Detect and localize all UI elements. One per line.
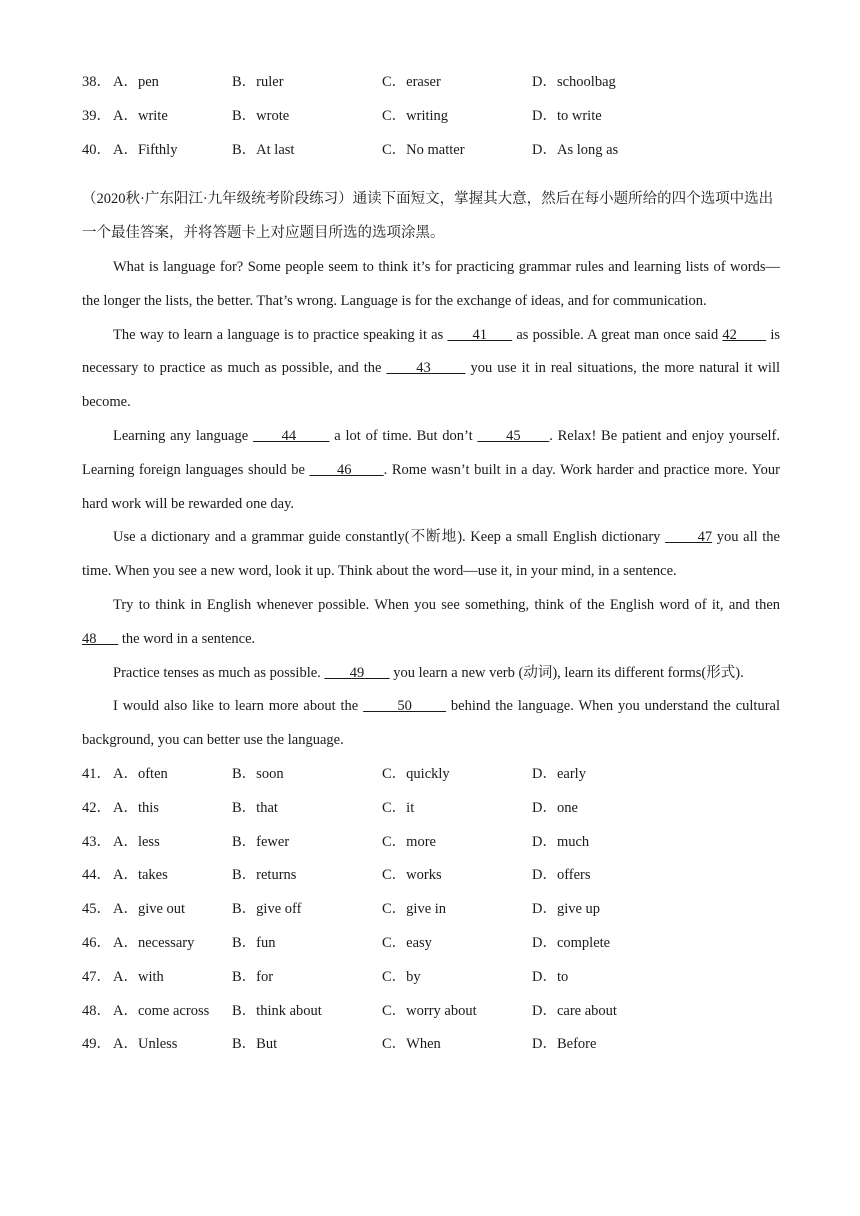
blank-50: 50: [363, 698, 447, 715]
option-a: A．Fifthly: [113, 141, 178, 158]
question-number: 41．: [82, 765, 111, 782]
question-49-options: [82, 1028, 780, 1062]
question-number: 39．: [82, 107, 111, 124]
question-39-options: [82, 100, 780, 134]
option-a: A．this: [113, 799, 159, 816]
paragraph-text: as possible. A great man once said: [512, 326, 723, 343]
passage-paragraph-7: [82, 690, 780, 758]
option-b: B．think about: [232, 1002, 322, 1019]
question-43-options: [82, 826, 780, 860]
question-number: 45．: [82, 901, 111, 918]
option-c: C．When: [382, 1036, 441, 1053]
blank-45: 45: [477, 427, 550, 444]
document-page: [82, 66, 780, 1062]
blank-46: 46: [309, 461, 384, 478]
option-c: C．it: [382, 799, 415, 816]
paragraph-text: Practice tenses as much as possible.: [113, 664, 325, 681]
paragraph-text: you use it in real situations, the more natural it will become.: [82, 360, 780, 411]
question-38-options: [82, 66, 780, 100]
option-c: C．more: [382, 833, 436, 850]
paragraph-text: Learning any language: [113, 427, 253, 444]
question-number: 38．: [82, 74, 111, 90]
question-42-options: [82, 792, 780, 826]
option-b: B．fewer: [232, 833, 290, 850]
question-number: 44．: [82, 867, 111, 884]
option-d: D．offers: [532, 867, 591, 884]
option-a: A．Unless: [113, 1036, 178, 1053]
options-top: [82, 66, 780, 167]
option-b: B．ruler: [232, 74, 284, 90]
option-c: C．quickly: [382, 765, 450, 782]
option-a: A．necessary: [113, 934, 195, 951]
option-d: D．Before: [532, 1036, 597, 1053]
question-46-options: [82, 927, 780, 961]
option-b: B．that: [232, 799, 278, 816]
question-number: 47．: [82, 968, 111, 985]
question-number: 46．: [82, 934, 111, 951]
option-a: A．give out: [113, 901, 186, 918]
option-b: B．fun: [232, 934, 276, 951]
option-a: A．write: [113, 107, 168, 124]
paragraph-text: the word in a sentence.: [118, 630, 256, 647]
option-d: D．early: [532, 765, 586, 782]
option-b: B．soon: [232, 765, 284, 782]
blank-44: 44: [252, 427, 330, 444]
option-b: B．give off: [232, 901, 302, 918]
paragraph-text: Use a dictionary and a grammar guide constantly(不断地). Keep a small English dictionary: [113, 529, 666, 546]
option-d: D．schoolbag: [532, 74, 616, 90]
paragraph-text: is necessary to practice as much as possible, and the: [82, 326, 781, 377]
option-b: B．But: [232, 1036, 278, 1053]
blank-43: 43: [386, 360, 466, 377]
option-d: D．to write: [532, 107, 602, 124]
blank-47: 47: [665, 529, 713, 546]
option-a: A．less: [113, 833, 160, 850]
option-a: A．come across: [113, 1002, 210, 1019]
options-bottom: [82, 758, 780, 1062]
paragraph-text: Try to think in English whenever possible. When you see something, think of the English word of it, and then: [113, 596, 780, 613]
paragraph-text: you all the time. When you see a new word, look it up. Think about the word—use it, in your mind, in a sentence.: [82, 529, 780, 580]
paragraph-text: a lot of time. But don’t: [329, 427, 478, 444]
question-47-options: [82, 961, 780, 995]
option-a: A．often: [113, 765, 168, 782]
blank-41: 41: [447, 326, 513, 343]
option-b: B．returns: [232, 867, 297, 884]
question-44-options: [82, 859, 780, 893]
option-c: C．writing: [382, 107, 449, 124]
option-a: A．with: [113, 968, 164, 985]
option-c: C．worry about: [382, 1002, 477, 1019]
option-b: B．wrote: [232, 107, 290, 124]
option-d: D．give up: [532, 901, 601, 918]
paragraph-text: I would also like to learn more about the: [113, 698, 364, 715]
question-45-options: [82, 893, 780, 927]
option-c: C．easy: [382, 934, 432, 951]
question-48-options: [82, 995, 780, 1029]
paragraph-text: The way to learn a language is to practice speaking it as: [113, 326, 448, 343]
question-number: 43．: [82, 833, 111, 850]
option-d: D．care about: [532, 1002, 617, 1019]
option-c: C．give in: [382, 901, 447, 918]
option-d: D．to: [532, 968, 569, 985]
option-c: C．works: [382, 867, 442, 884]
option-c: C．by: [382, 968, 421, 985]
passage-paragraph-4: [82, 521, 780, 589]
question-number: 48．: [82, 1002, 111, 1019]
option-d: D．one: [532, 799, 578, 816]
question-40-options: [82, 134, 780, 168]
blank-42: 42: [722, 326, 767, 343]
question-number: 40．: [82, 141, 111, 158]
passage-paragraph-1: What is language for? Some people seem to think it’s for practicing grammar rules and learning lists of words—the longer the lists, the better. That’s wrong. Language is for the exchange of ideas, and for communication.: [82, 258, 780, 309]
option-b: B．At last: [232, 141, 295, 158]
question-number: 49．: [82, 1036, 111, 1053]
paragraph-text: behind the language. When you understand the cultural background, you can better use the language.: [82, 698, 781, 749]
passage-paragraph-3: [82, 420, 780, 521]
option-a: A．takes: [113, 867, 168, 884]
blank-48: 48: [82, 630, 119, 647]
section-instructions: （2020秋·广东阳江·九年级统考阶段练习）通读下面短文，掌握其大意，然后在每小题所给的四个选项中选出一个最佳答案，并将答题卡上对应题目所选的选项涂黑。: [82, 191, 774, 242]
option-a: A．pen: [113, 74, 159, 90]
option-d: D．complete: [532, 934, 611, 951]
option-c: C．eraser: [382, 74, 441, 90]
option-d: D．As long as: [532, 141, 619, 158]
blank-49: 49: [324, 664, 390, 681]
paragraph-text: you learn a new verb (动词), learn its different forms(形式).: [389, 664, 744, 681]
passage-paragraph-2: [82, 319, 780, 420]
option-d: D．much: [532, 833, 590, 850]
question-41-options: [82, 758, 780, 792]
paragraph-text: . Rome wasn’t built in a day. Work harder and practice more. Your hard work will be rewarded one day.: [82, 461, 780, 512]
passage-paragraph-6: [82, 657, 780, 691]
option-b: B．for: [232, 968, 274, 985]
question-number: 42．: [82, 799, 111, 816]
passage-paragraph-5: [82, 589, 780, 657]
option-c: C．No matter: [382, 141, 465, 158]
paragraph-text: . Relax! Be patient and enjoy yourself. Learning foreign languages should be: [82, 427, 781, 478]
